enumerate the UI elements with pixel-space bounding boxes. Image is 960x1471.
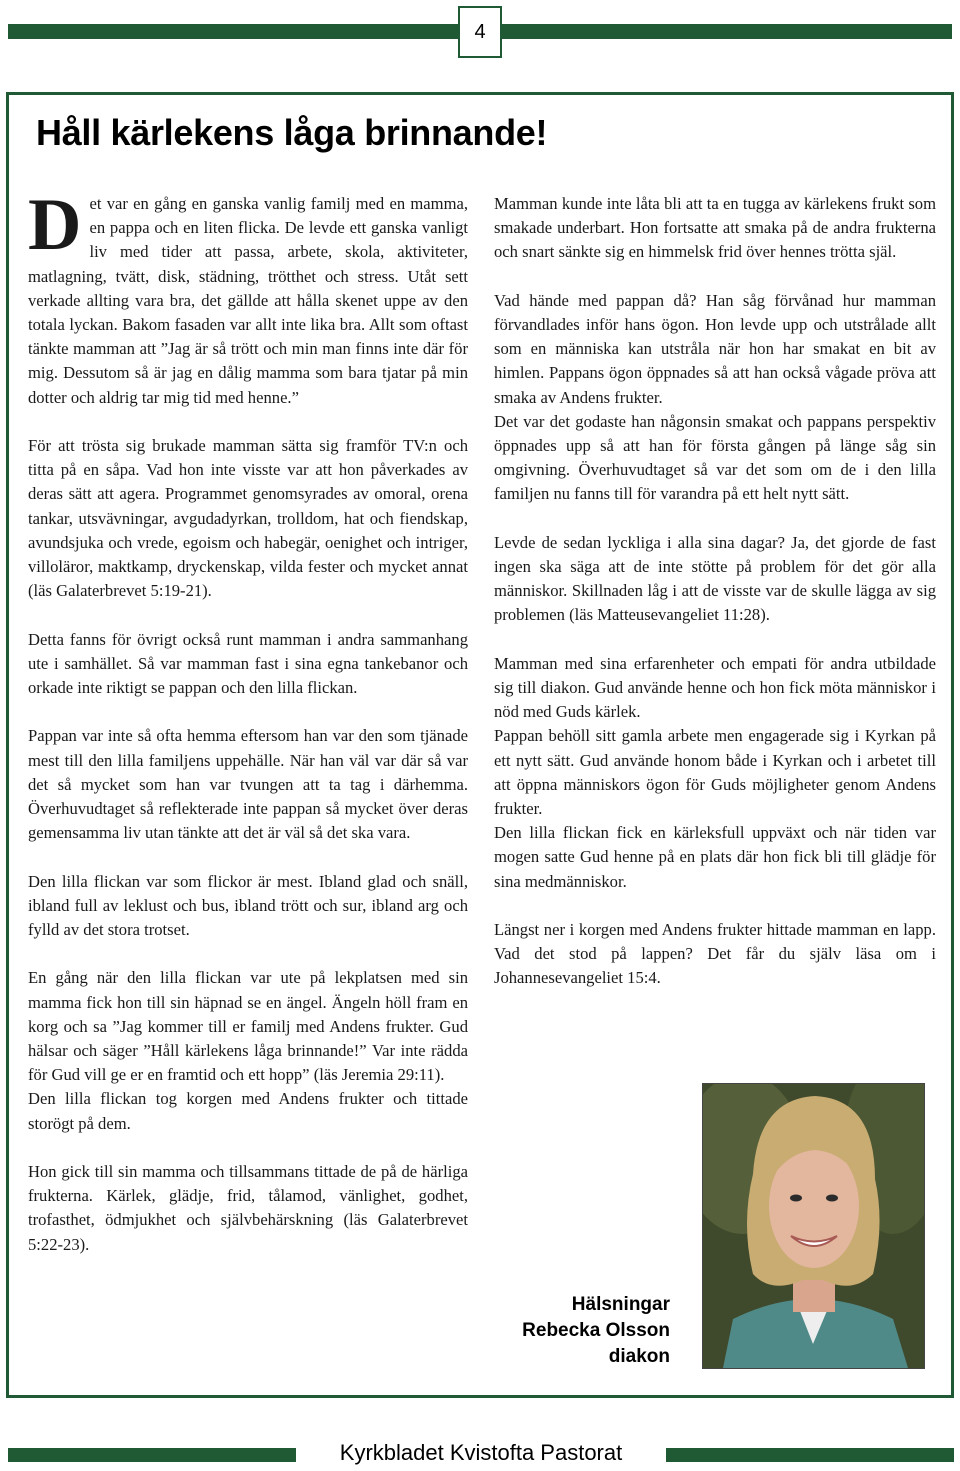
signature-block — [480, 1292, 670, 1370]
left-paragraph-7: Den lilla flickan tog korgen med Andens frukter och tittade storögt på dem. — [28, 1089, 468, 1133]
signature-name: Rebecka Olsson — [522, 1320, 670, 1341]
right-paragraph-1: Mamman kunde inte låta bli att ta en tugga av kärlekens frukt som smakade underbart. Hon fortsatte att smaka på de andra frukterna och snart sänkte sig en himmelsk frid över hennes trötta själ. — [494, 194, 936, 262]
bottom-decor-bar-right — [666, 1448, 954, 1462]
bottom-decor-bar-left — [8, 1448, 296, 1462]
article-title: Håll kärlekens låga brinnande! — [36, 112, 548, 153]
signature-greeting: Hälsningar — [571, 1294, 670, 1315]
signature-role: diakon — [608, 1346, 670, 1367]
right-paragraph-7: Den lilla flickan fick en kärleksfull uppväxt och när tiden var mogen satte Gud henne på en plats där hon fick bli till glädje för sina medmänniskor. — [494, 823, 936, 891]
top-decor-bar-right — [502, 24, 952, 39]
left-paragraph-8: Hon gick till sin mamma och tillsammans tittade de på de härliga frukterna. Kärlek, glädje, frid, tålamod, vänlighet, godhet, trofasthet, ödmjukhet och självbehärskning (läs Galaterbrevet 5:22-23). — [28, 1162, 468, 1254]
left-column — [28, 184, 468, 1281]
top-decor-bar-left — [8, 24, 458, 39]
left-paragraph-2: För att trösta sig brukade mamman sätta sig framför TV:n och titta på en såpa. Vad hon inte visste var att hon påverkades av deras sätt att agera. Programmet genomsyrades av omoral, orena tankar, utsvävningar, avgudadyrkan, trolldom, hat och fiendskap, avundsjuka och vrede, egoism och habegär, oenighet och intriger, villoläror, maktkamp, dryckenskap, vilda fester och mycket annat (läs Galaterbrevet 5:19-21). — [28, 436, 468, 601]
right-paragraph-5: Mamman med sina erfarenheter och empati för andra utbildade sig till diakon. Gud använde henne och hon fick möta människor i nöd med Guds kärlek. — [494, 653, 936, 722]
right-paragraph-6: Pappan behöll sitt gamla arbete men engagerade sig i Kyrkan på ett nytt sätt. Gud använde honom både i Kyrkan och i arbetet till att öppna människors ögon för Guds möjligheter genom Andens frukter. — [494, 726, 936, 819]
right-paragraph-8: Längst ner i korgen med Andens frukter hittade mamman en lapp. Vad det stod på lappen? Det får du själv läsa om i Johannesevangeliet 15:4. — [494, 920, 936, 988]
left-paragraph-6: En gång när den lilla flickan var ute på lekplatsen med sin mamma fick hon till sin häpnad se en ängel. Ängeln höll fram en korg och sa ”Jag kommer till er familj med Andens frukter. Gud hälsar och säger ”Håll kärlekens låga brinnande!” Var inte rädda för Gud vill ge er en framtid och ett hopp” (läs Jeremia 29:11). — [28, 968, 468, 1085]
right-paragraph-4: Levde de sedan lyckliga i alla sina dagar? Ja, det gjorde de fast ingen ska säga att de inte stötte på problem för det gör alla människor. Skillnaden låg i att de visste var de skulle lägga av sig problemen (läs Matteusevangeliet 11:28). — [494, 532, 936, 625]
left-paragraph-1: Det var en gång en ganska vanlig familj med en mamma, en pappa och en liten flicka. De levde ett ganska vanligt liv med tider att passa, arbete, skola, aktiviteter, matlagning, tvätt, disk, städning, trötthet och stress. Utåt sett verkade allting vara bra, det gällde att hålla skenet uppe av den totala lyckan. Bakom fasaden var allt inte lika bra. Allt som oftast tänkte mamman att ”Jag är så trött och min man finns inte där för mig. Dessutom så är jag en dålig mamma som bara tjatar på min dotter och aldrig tar mig tid med henne.” — [28, 184, 468, 407]
right-column — [494, 192, 936, 1015]
right-paragraph-3: Det var det godaste han någonsin smakat och pappans perspektiv öppnades upp så att han för första gången på länge såg sin omgivning. Överhuvudtaget så var det som om de i den lilla familjen nu fanns till för varandra på ett helt nytt sätt. — [494, 411, 936, 504]
left-paragraph-4: Pappan var inte så ofta hemma eftersom han var den som tjänade mest till den lilla familjens uppehälle. När han väl var där så var det så mycket som han var tvungen att ta tag i därhemma. Överhuvudtaget så reflekterade inte pappan så mycket över deras gemensamma liv utan tänkte att det är väl så det ska vara. — [28, 726, 468, 843]
drop-cap: D — [28, 184, 82, 266]
left-paragraph-5: Den lilla flickan var som flickor är mest. Ibland glad och snäll, ibland full av leklust och bus, ibland trött och sur, ibland arg och fylld av det stora trotset. — [28, 871, 468, 940]
left-paragraph-3: Detta fanns för övrigt också runt mamman i andra sammanhang ute i samhället. Så var mamman fast i sina egna tankebanor och orkade inte riktigt se pappan och den lilla flickan. — [28, 629, 468, 698]
page-number: 4 — [458, 6, 502, 58]
author-portrait-photo — [702, 1083, 925, 1369]
right-paragraph-2: Vad hände med pappan då? Han såg förvånad hur mamman förvandlades inför hans ögon. Hon levde upp och utstrålade allt som en människa kan utstråla när hon har smakat en bit av himlen. Pappans ögon öppnades så att han också vågade pröva att smaka av Andens frukter. — [494, 290, 936, 407]
footer-publication-name: Kyrkbladet Kvistofta Pastorat — [339, 1440, 623, 1465]
